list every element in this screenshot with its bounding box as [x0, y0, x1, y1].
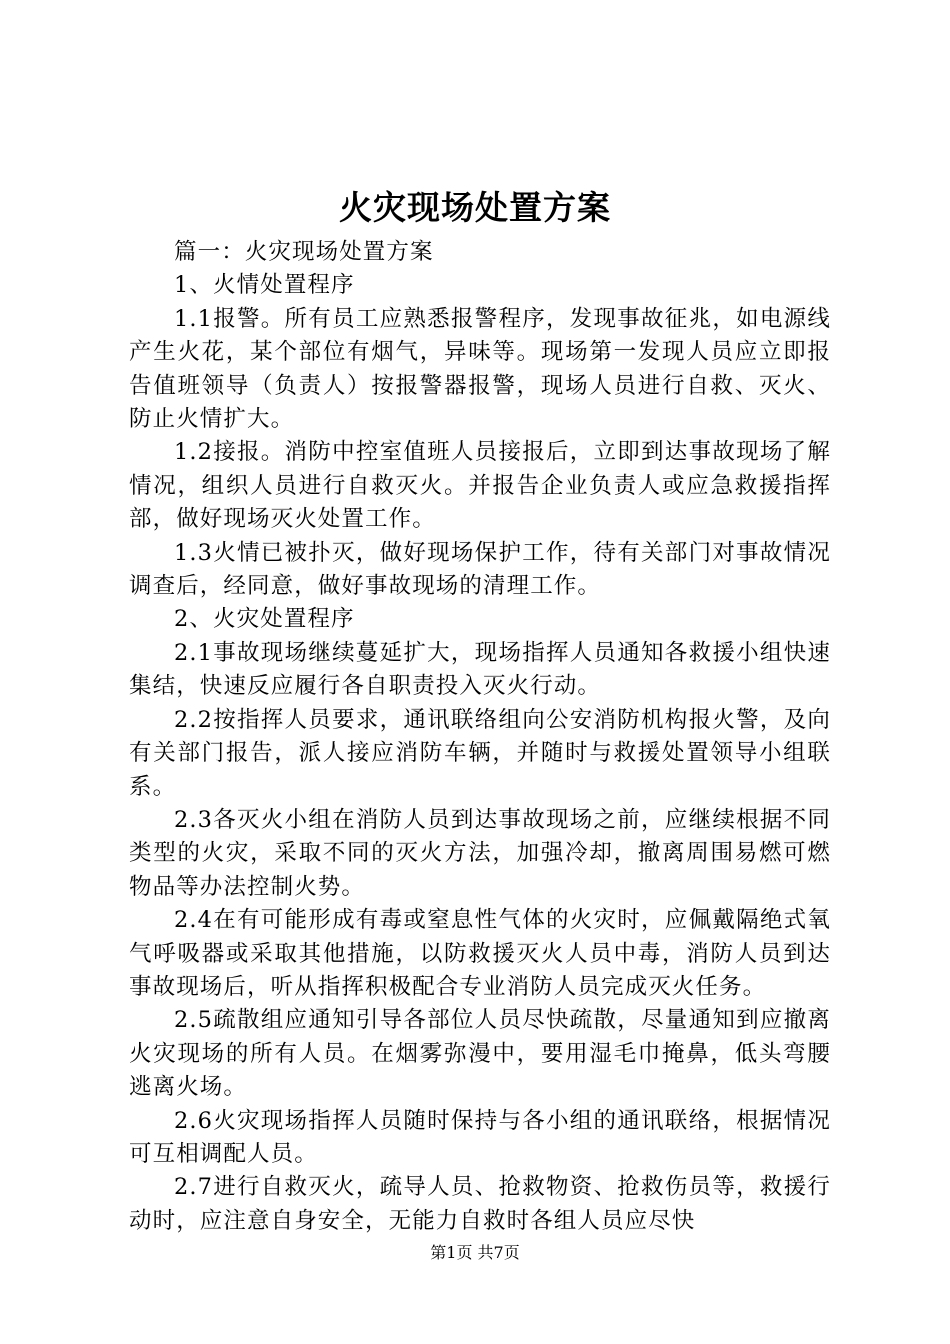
- document-title: 火灾现场处置方案: [339, 188, 611, 227]
- paragraph-1-3: 1.3火情已被扑灭，做好现场保护工作，待有关部门对事故情况调查后，经同意，做好事故现场的清理工作。: [129, 539, 831, 600]
- paragraph-2-7: 2.7进行自救灭火，疏导人员、抢救物资、抢救伤员等，救援行动时，应注意自身安全，无能力自救时各组人员应尽快: [129, 1174, 831, 1234]
- page-number: 第1页 共7页: [430, 1243, 520, 1262]
- paragraph-2-6: 2.6火灾现场指挥人员随时保持与各小组的通讯联络，根据情况可互相调配人员。: [129, 1107, 831, 1167]
- paragraph-2-4: 2.4在有可能形成有毒或窒息性气体的火灾时，应佩戴隔绝式氧气呼吸器或采取其他措施，以防救援灭火人员中毒，消防人员到达事故现场后，听从指挥积极配合专业消防人员完成灭火任务。: [129, 907, 831, 1000]
- section-heading-2: 2、火灾处置程序: [174, 606, 355, 633]
- paragraph-2-5: 2.5疏散组应通知引导各部位人员尽快疏散，尽量通知到应撤离火灾现场的所有人员。在烟雾弥漫中，要用湿毛巾掩鼻，低头弯腰逃离火场。: [129, 1007, 831, 1101]
- paragraph-2-1: 2.1事故现场继续蔓延扩大，现场指挥人员通知各救援小组快速集结，快速反应履行各自职责投入灭火行动。: [129, 639, 831, 700]
- paragraph-1-1: 1.1报警。所有员工应熟悉报警程序，发现事故征兆，如电源线产生火花，某个部位有烟气，异味等。现场第一发现人员应立即报告值班领导（负责人）按报警器报警，现场人员进行自救、灭火、防止火情扩大。: [129, 305, 831, 433]
- paragraph-2-2: 2.2按指挥人员要求，通讯联络组向公安消防机构报火警，及向有关部门报告，派人接应消防车辆，并随时与救援处置领导小组联系。: [129, 706, 831, 800]
- paragraph-1-2: 1.2接报。消防中控室值班人员接报后，立即到达事故现场了解情况，组织人员进行自救灭火。并报告企业负责人或应急救援指挥部，做好现场灭火处置工作。: [129, 439, 831, 533]
- section-heading-1: 1、火情处置程序: [174, 272, 355, 299]
- paragraph-2-3: 2.3各灭火小组在消防人员到达事故现场之前，应继续根据不同类型的火灾，采取不同的灭火方法，加强冷却，撤离周围易燃可燃物品等办法控制火势。: [129, 806, 831, 900]
- section-heading-article: 篇一：火灾现场处置方案: [174, 239, 434, 265]
- document-body: [129, 236, 831, 1238]
